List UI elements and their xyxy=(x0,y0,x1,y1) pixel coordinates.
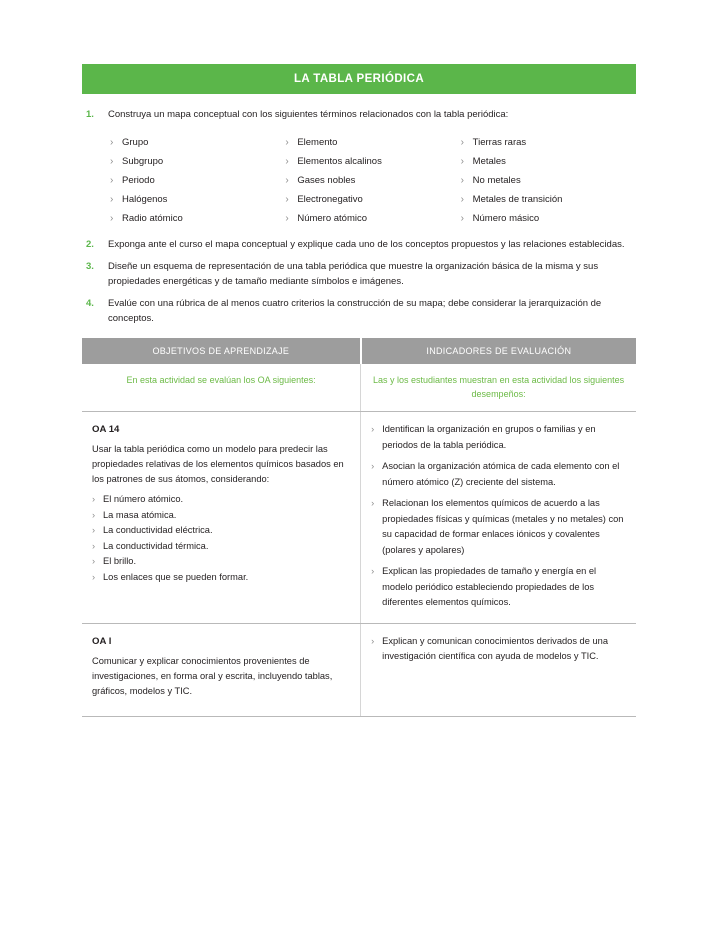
table-header-objectives: OBJETIVOS DE APRENDIZAJE xyxy=(82,338,361,364)
activity-item-2 xyxy=(82,238,636,253)
indicator-item: › Explican y comunican conocimientos derivados de una investigación científica con ayuda de modelos y TIC. xyxy=(371,634,624,665)
indicator-list xyxy=(371,634,624,665)
oa-bullet: › El brillo. xyxy=(92,554,348,570)
oa-code: OA l xyxy=(92,635,112,647)
oa-bullet-list xyxy=(92,492,348,585)
indicator-list xyxy=(371,422,624,611)
activity-number-3: 3. xyxy=(86,261,94,272)
table-header-row xyxy=(82,338,636,364)
activity-text-4: Evalúe con una rúbrica de al menos cuatro criterios la construcción de su mapa; debe considerar la jerarquización de conceptos. xyxy=(108,298,602,324)
activity-number-2: 2. xyxy=(86,238,94,250)
term-item: › Electronegativo xyxy=(285,190,460,209)
term-item: › Número atómico xyxy=(285,209,460,228)
table-subheader-row xyxy=(82,364,636,412)
oa-bullet: › El número atómico. xyxy=(92,492,348,508)
oa-description: Comunicar y explicar conocimientos provenientes de investigaciones, en forma oral y escrita, incluyendo tablas, gráficos, modelos y TIC. xyxy=(92,655,333,696)
term-item: › No metales xyxy=(461,171,636,190)
activity-text-1: Construya un mapa conceptual con los siguientes términos relacionados con la tabla periódica: xyxy=(108,109,509,120)
term-item: › Tierras raras xyxy=(461,133,636,152)
term-item: › Elementos alcalinos xyxy=(285,152,460,171)
term-item: › Número másico xyxy=(461,209,636,228)
subheader-indicators: Las y los estudiantes muestran en esta actividad los siguientes desempeños: xyxy=(361,364,636,412)
activity-text-2: Exponga ante el curso el mapa conceptual y explique cada uno de los conceptos propuestos y las relaciones establecidas. xyxy=(108,238,625,250)
term-item: › Elemento xyxy=(285,133,460,152)
term-item: › Grupo xyxy=(110,133,285,152)
oa-description: Usar la tabla periódica como un modelo para predecir las propiedades relativas de los elementos químicos basados en los patrones de sus átomos, considerando: xyxy=(92,444,344,484)
indicator-cell xyxy=(361,412,636,624)
term-item: › Halógenos xyxy=(110,190,285,209)
table-row xyxy=(82,623,636,716)
indicator-item: › Identifican la organización en grupos o familias y en periodos de la tabla periódica. xyxy=(371,422,624,453)
objective-cell xyxy=(82,412,361,624)
term-item: › Gases nobles xyxy=(285,171,460,190)
terms-list xyxy=(110,133,636,228)
term-item: › Subgrupo xyxy=(110,152,285,171)
indicator-item: › Asocian la organización atómica de cada elemento con el número atómico (Z) creciente del sistema. xyxy=(371,459,624,490)
indicator-item: › Relacionan los elementos químicos de acuerdo a las propiedades físicas y químicas (metales y no metales) con su capacidad de formar enlaces iónicos y covalentes (polares y apolares) xyxy=(371,496,624,558)
activity-number-1: 1. xyxy=(86,109,94,120)
term-item: › Radio atómico xyxy=(110,209,285,228)
indicator-item: › Explican las propiedades de tamaño y energía en el modelo periódico estableciendo propiedades de los diferentes elementos químicos. xyxy=(371,564,624,611)
oa-bullet: › Los enlaces que se pueden formar. xyxy=(92,570,348,586)
page-title: LA TABLA PERIÓDICA xyxy=(82,64,636,94)
subheader-objectives: En esta actividad se evalúan los OA siguientes: xyxy=(82,364,361,412)
table-row xyxy=(82,412,636,624)
activity-item-3 xyxy=(82,260,636,289)
oa-bullet: › La conductividad térmica. xyxy=(92,539,348,555)
activity-item-1 xyxy=(82,108,636,123)
term-item: › Periodo xyxy=(110,171,285,190)
term-item: › Metales de transición xyxy=(461,190,636,209)
activity-text-3: Diseñe un esquema de representación de una tabla periódica que muestre la organización básica de la misma y sus propiedades energéticas y de tamaño mediante símbolos e imágenes. xyxy=(108,261,599,287)
term-item: › Metales xyxy=(461,152,636,171)
objectives-indicators-table xyxy=(82,338,636,717)
indicator-cell xyxy=(361,623,636,716)
activity-number-4: 4. xyxy=(86,298,94,309)
oa-code: OA 14 xyxy=(92,424,120,435)
oa-bullet: › La conductividad eléctrica. xyxy=(92,523,348,539)
table-header-indicators: INDICADORES DE EVALUACIÓN xyxy=(361,338,636,364)
oa-bullet: › La masa atómica. xyxy=(92,508,348,524)
activity-item-4 xyxy=(82,297,636,326)
objective-cell xyxy=(82,623,361,716)
